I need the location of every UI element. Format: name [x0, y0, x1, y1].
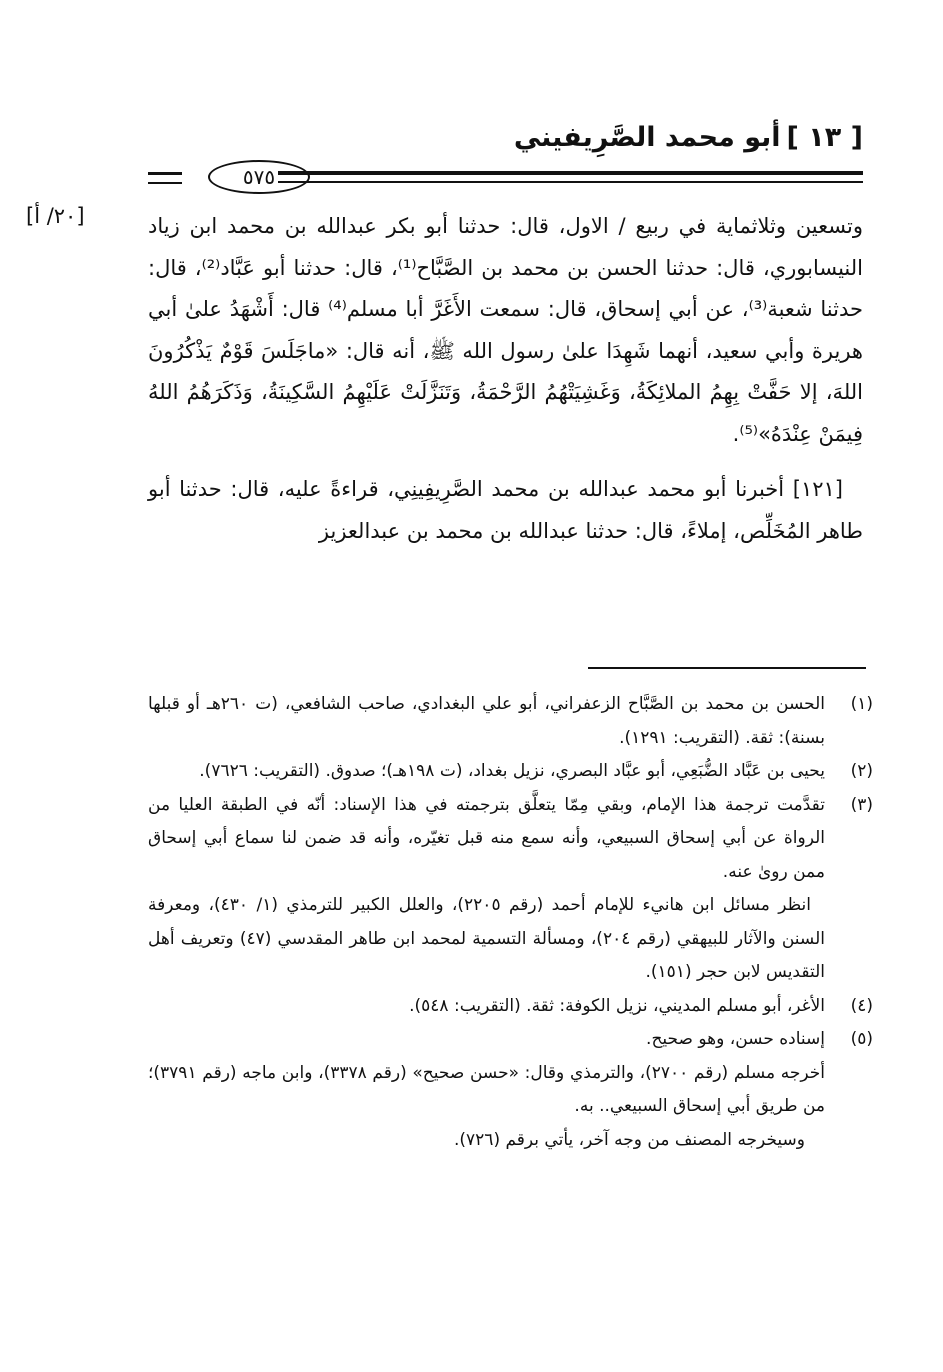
- chapter-title: أبو محمد الصَّرِيفيني: [513, 122, 781, 153]
- footnote-number: (٥): [850, 1029, 873, 1049]
- rule-left-segment: [148, 172, 182, 184]
- footnotes: [148, 688, 873, 1157]
- footnote-3: [148, 789, 873, 990]
- footnote-subtext: أخرجه مسلم (رقم ٢٧٠٠)، والترمذي وقال: «حسن صحيح» (رقم ٣٣٧٨)، وابن ماجه (رقم ٣٧٩١)؛ من طريق أبي إسحاق السبيعي.. به.: [148, 1062, 825, 1116]
- paragraph-1: وتسعين وثلاثماية في ربيع / الاول، قال: حدثنا أبو بكر عبدالله بن محمد ابن زياد النيسابوري، قال: حدثنا الحسن بن محمد بن الصَّبَّاح⁽¹⁾، قال: حدثنا أبو عَبَّاد⁽²⁾، قال: حدثنا شعبة⁽³⁾، عن أبي إسحاق، قال: سمعت الأَغَرَّ أبا مسلم⁽⁴⁾ قال: أَشْهَدُ علىٰ أبي هريرة وأبي سعيد، أنهما شَهِدَا علىٰ رسول الله ﷺ، أنه قال: «ماجَلَسَ قَوْمٌ يَذْكُرُونَ اللهَ، إلا حَفَّتْ بِهِمُ الملائِكَةُ، وَغَشِيَتْهُمُ الرَّحْمَةُ، وَتَنَزَّلَتْ عَلَيْهِمُ السَّكِينَةُ، وَذَكَرَهُمُ اللهُ فِيمَنْ عِنْدَهُ»⁽⁵⁾.: [148, 214, 864, 446]
- footnote-5-continuation: [148, 1057, 873, 1158]
- footnote-5: [148, 1023, 873, 1057]
- footnote-text: إسناده حسن، وهو صحيح.: [646, 1029, 825, 1049]
- footnote-subtext: وسيخرجه المصنف من وجه آخر، يأتي برقم (٧٢٦).: [453, 1129, 805, 1150]
- footnote-1: [148, 688, 873, 755]
- footnote-4: [148, 990, 873, 1024]
- footnote-text: الأغر، أبو مسلم المديني، نزيل الكوفة: ثقة. (التقريب: ٥٤٨).: [409, 995, 825, 1016]
- rule-right-segment: [278, 171, 863, 183]
- manuscript-folio-marker: [٢٠/ أ]: [26, 204, 85, 228]
- running-header: [514, 122, 863, 153]
- footnote-subtext: انظر مسائل ابن هانيء للإمام أحمد (رقم ٢٢٠٥)، والعلل الكبير للترمذي (١/ ٤٣٠)، ومعرفة السنن والآثار للبيهقي (رقم ٢٠٤)، ومسألة التسمية لمحمد ابن طاهر المقدسي (٤٧) وتعريف أهل التقديس لابن حجر (١٥١).: [148, 895, 825, 982]
- footnote-separator: [588, 667, 866, 669]
- footnote-text: يحيى بن عَبَّاد الضُّبَعِي، أبو عبَّاد البصري، نزيل بغداد، (ت ١٩٨هـ)؛ صدوق. (التقريب: ٧٦٢٦).: [199, 761, 825, 781]
- page-number-text: ٥٧٥: [242, 165, 276, 189]
- footnote-number: (٢): [850, 761, 873, 781]
- main-text: [148, 206, 863, 552]
- footnote-text: تقدَّمت ترجمة هذا الإمام، وبقي مِمّا يتعلَّق بترجمته في هذا الإسناد: أنّه في الطبقة العليا من الرواة عن أبي إسحاق السبيعي، وأنه سمع منه قبل تغيّره، وأنه قد ضمن لنا سماع أبي إسحاق ممن روىٰ عنه.: [148, 794, 825, 882]
- footnote-number: (٤): [850, 995, 873, 1016]
- header-rule: [148, 165, 863, 189]
- paragraph-2: [١٢١] أخبرنا أبو محمد عبدالله بن محمد الصَّرِيفِينِي، قراءةً عليه، قال: حدثنا أبو طاهر المُخَلِّص، إملاءً، قال: حدثنا عبدالله بن محمد بن عبدالعزيز: [148, 477, 863, 543]
- footnote-number: (١): [850, 694, 873, 714]
- footnote-number: (٣): [850, 794, 873, 815]
- footnote-2: [148, 755, 873, 789]
- footnote-text: الحسن بن محمد بن الصَّبَّاح الزعفراني، أبو علي البغدادي، صاحب الشافعي، (ت ٢٦٠هـ أو قبلها بسنة): ثقة. (التقريب: ١٢٩١).: [148, 694, 825, 748]
- chapter-number: [ ١٣ ]: [786, 122, 863, 153]
